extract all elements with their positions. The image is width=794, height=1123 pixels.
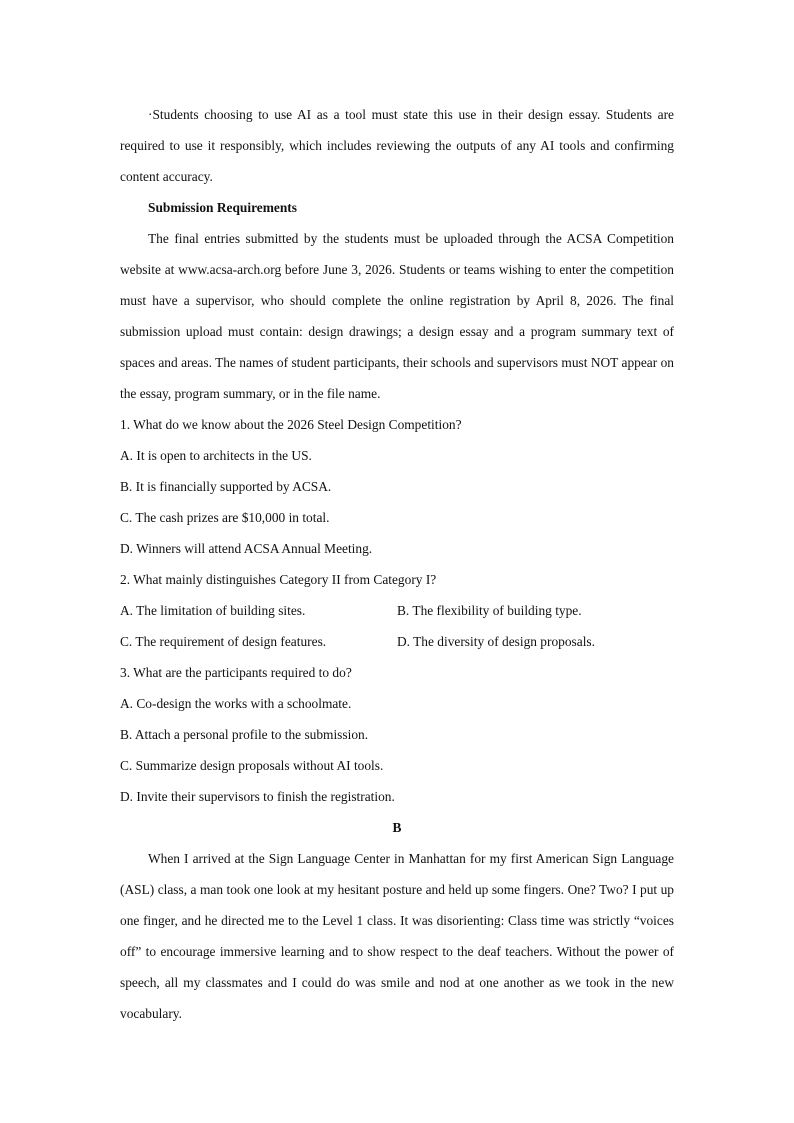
option-b: B. Attach a personal profile to the submission. <box>120 727 369 742</box>
option-b: B. It is financially supported by ACSA. <box>120 479 332 494</box>
ai-usage-paragraph: ·Students choosing to use AI as a tool must state this use in their design essay. Students are required to use it responsibly, which includes reviewing the outputs of any AI tools and confirming content accuracy. <box>120 107 674 184</box>
question-stem: 3. What are the participants required to do? <box>120 665 352 680</box>
option-b: B. The flexibility of building type. <box>397 603 582 618</box>
option-c: C. Summarize design proposals without AI tools. <box>120 758 384 773</box>
option-d: D. Invite their supervisors to finish the registration. <box>120 789 395 804</box>
question-1 <box>120 409 674 564</box>
option-a: A. It is open to architects in the US. <box>120 448 312 463</box>
question-2 <box>120 564 674 657</box>
submission-requirements-paragraph: The final entries submitted by the students must be uploaded through the ACSA Competition website at www.acsa-arch.org before June 3, 2026. Students or teams wishing to enter the competition must have a supervisor, who should complete the online registration by April 8, 2026. The final submission upload must contain: design drawings; a design essay and a program summary text of spaces and areas. The names of student participants, their schools and supervisors must NOT appear on the essay, program summary, or in the file name. <box>120 231 674 401</box>
question-3 <box>120 657 674 812</box>
question-stem: 2. What mainly distinguishes Category II from Category I? <box>120 572 437 587</box>
section-b-label: B <box>392 820 402 835</box>
question-stem: 1. What do we know about the 2026 Steel Design Competition? <box>120 417 462 432</box>
option-a: A. Co-design the works with a schoolmate. <box>120 696 352 711</box>
option-c: C. The cash prizes are $10,000 in total. <box>120 510 330 525</box>
option-c: C. The requirement of design features. <box>120 634 327 649</box>
option-row <box>120 626 674 657</box>
option-row <box>120 595 674 626</box>
document-page <box>120 99 674 1029</box>
submission-requirements-heading: Submission Requirements <box>148 200 297 215</box>
option-d: D. Winners will attend ACSA Annual Meeting. <box>120 541 373 556</box>
section-b-paragraph: When I arrived at the Sign Language Center in Manhattan for my first American Sign Language (ASL) class, a man took one look at my hesitant posture and held up some fingers. One? Two? I put up one finger, and he directed me to the Level 1 class. It was disorienting: Class time was strictly “voices off” to encourage immersive learning and to show respect to the deaf teachers. Without the power of speech, all my classmates and I could do was smile and nod at one another as we took in the new vocabulary. <box>120 851 674 1021</box>
option-a: A. The limitation of building sites. <box>120 603 306 618</box>
option-d: D. The diversity of design proposals. <box>397 634 595 649</box>
